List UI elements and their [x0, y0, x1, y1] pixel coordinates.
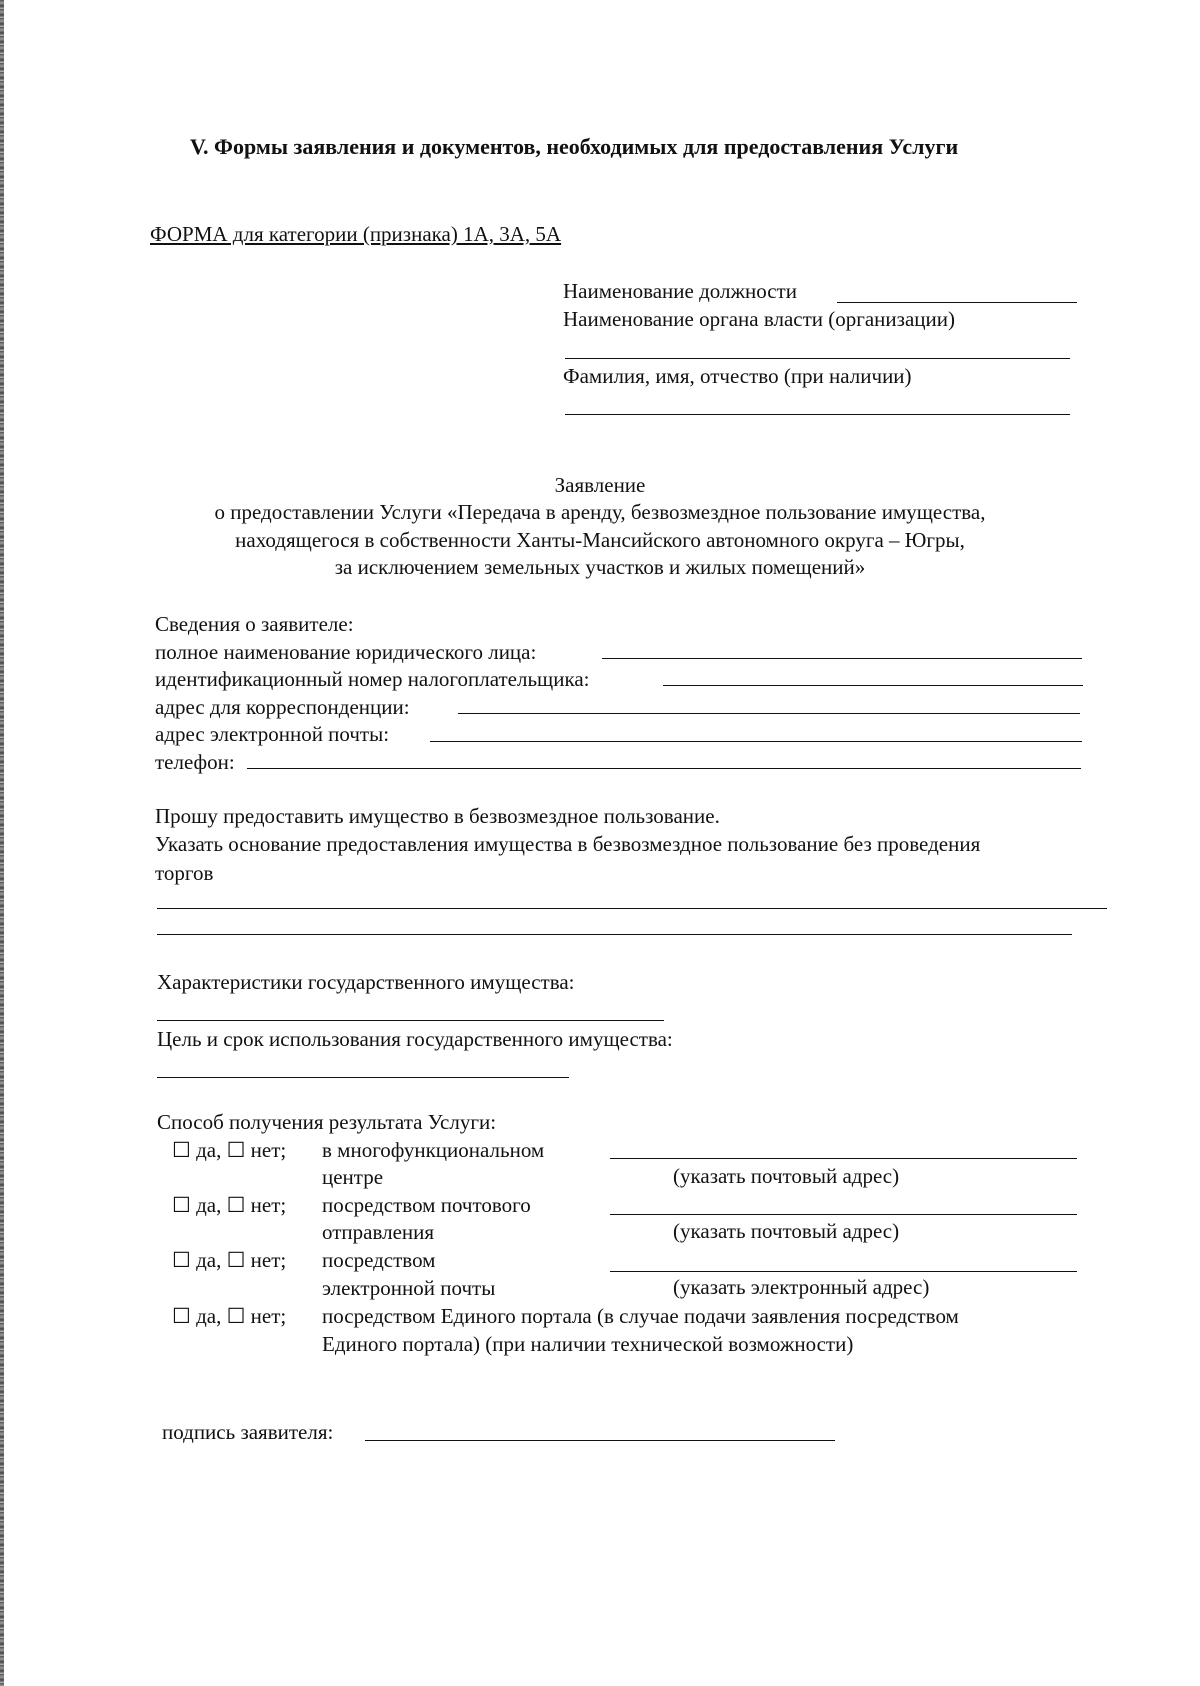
request-line-2: Указать основание предоставления имущества в безвозмездное пользование без проведения [155, 832, 981, 856]
addressee-authority-field[interactable] [565, 358, 1070, 359]
email-field[interactable] [430, 741, 1082, 742]
phone-label: телефон: [155, 750, 235, 774]
section-title: V. Формы заявления и документов, необходимых для предоставления Услуги [190, 134, 959, 159]
delivery-option-2-line-1: посредством почтового [322, 1193, 531, 1217]
inn-label: идентификационный номер налогоплательщика: [155, 667, 590, 691]
delivery-header: Способ получения результата Услуги: [157, 1110, 497, 1134]
basis-field-1[interactable] [157, 908, 1107, 909]
request-line-3: торгов [155, 861, 214, 885]
delivery-option-3-hint: (указать электронный адрес) [673, 1275, 930, 1299]
signature-field[interactable] [365, 1440, 835, 1441]
choice-checkboxes[interactable]: ☐ да, ☐ нет; [172, 1193, 287, 1217]
choice-checkboxes[interactable]: ☐ да, ☐ нет; [172, 1248, 287, 1272]
delivery-option-2-line-2: отправления [322, 1220, 435, 1244]
addressee-name-field[interactable] [565, 414, 1070, 415]
legal-name-field[interactable] [602, 658, 1082, 659]
mail-address-label: адрес для корреспонденции: [155, 695, 410, 719]
delivery-option-2-field[interactable] [610, 1214, 1077, 1215]
application-line-1: о предоставлении Услуги «Передача в аренду, безвозмездное пользование имущества, [214, 500, 986, 524]
inn-field[interactable] [663, 685, 1083, 686]
addressee-position-field[interactable] [837, 302, 1077, 303]
form-label: ФОРМА для категории (признака) 1А, 3А, 5А [150, 222, 562, 246]
legal-name-label: полное наименование юридического лица: [155, 640, 537, 664]
phone-field[interactable] [247, 768, 1081, 769]
delivery-option-3-field[interactable] [610, 1271, 1077, 1272]
delivery-option-4-line-2: Единого портала) (при наличии технической возможности) [322, 1332, 854, 1356]
delivery-option-1-line-1: в многофункциональном [322, 1138, 545, 1162]
scan-edge [0, 0, 4, 1686]
delivery-option-1-hint: (указать почтовый адрес) [673, 1164, 900, 1188]
delivery-option-1-field[interactable] [610, 1158, 1077, 1159]
choice-checkboxes[interactable]: ☐ да, ☐ нет; [172, 1138, 287, 1162]
characteristics-field[interactable] [157, 1020, 664, 1021]
delivery-option-4-line-1: посредством Единого портала (в случае подачи заявления посредством [322, 1304, 959, 1328]
addressee-name-label: Фамилия, имя, отчество (при наличии) [563, 364, 912, 388]
addressee-authority-label: Наименование органа власти (организации) [563, 307, 955, 331]
delivery-option-2-hint: (указать почтовый адрес) [673, 1219, 900, 1243]
email-label: адрес электронной почты: [155, 722, 390, 746]
delivery-option-1-line-2: центре [322, 1165, 384, 1189]
applicant-header: Сведения о заявителе: [155, 612, 354, 636]
characteristics-label: Характеристики государственного имущества: [157, 970, 575, 994]
delivery-option-3-line-1: посредством [322, 1248, 436, 1272]
application-line-3: за исключением земельных участков и жилых помещений» [334, 555, 866, 579]
delivery-option-3-line-2: электронной почты [322, 1276, 496, 1300]
basis-field-2[interactable] [157, 934, 1072, 935]
request-line-1: Прошу предоставить имущество в безвозмездное пользование. [155, 804, 720, 828]
signature-label: подпись заявителя: [162, 1420, 334, 1444]
choice-checkboxes[interactable]: ☐ да, ☐ нет; [172, 1304, 287, 1328]
mail-address-field[interactable] [458, 713, 1080, 714]
purpose-label: Цель и срок использования государственного имущества: [157, 1027, 673, 1051]
purpose-field[interactable] [157, 1077, 569, 1078]
application-heading: Заявление [554, 473, 646, 497]
application-line-2: находящегося в собственности Ханты-Мансийского автономного округа – Югры, [235, 528, 965, 552]
addressee-position-label: Наименование должности [563, 279, 797, 303]
